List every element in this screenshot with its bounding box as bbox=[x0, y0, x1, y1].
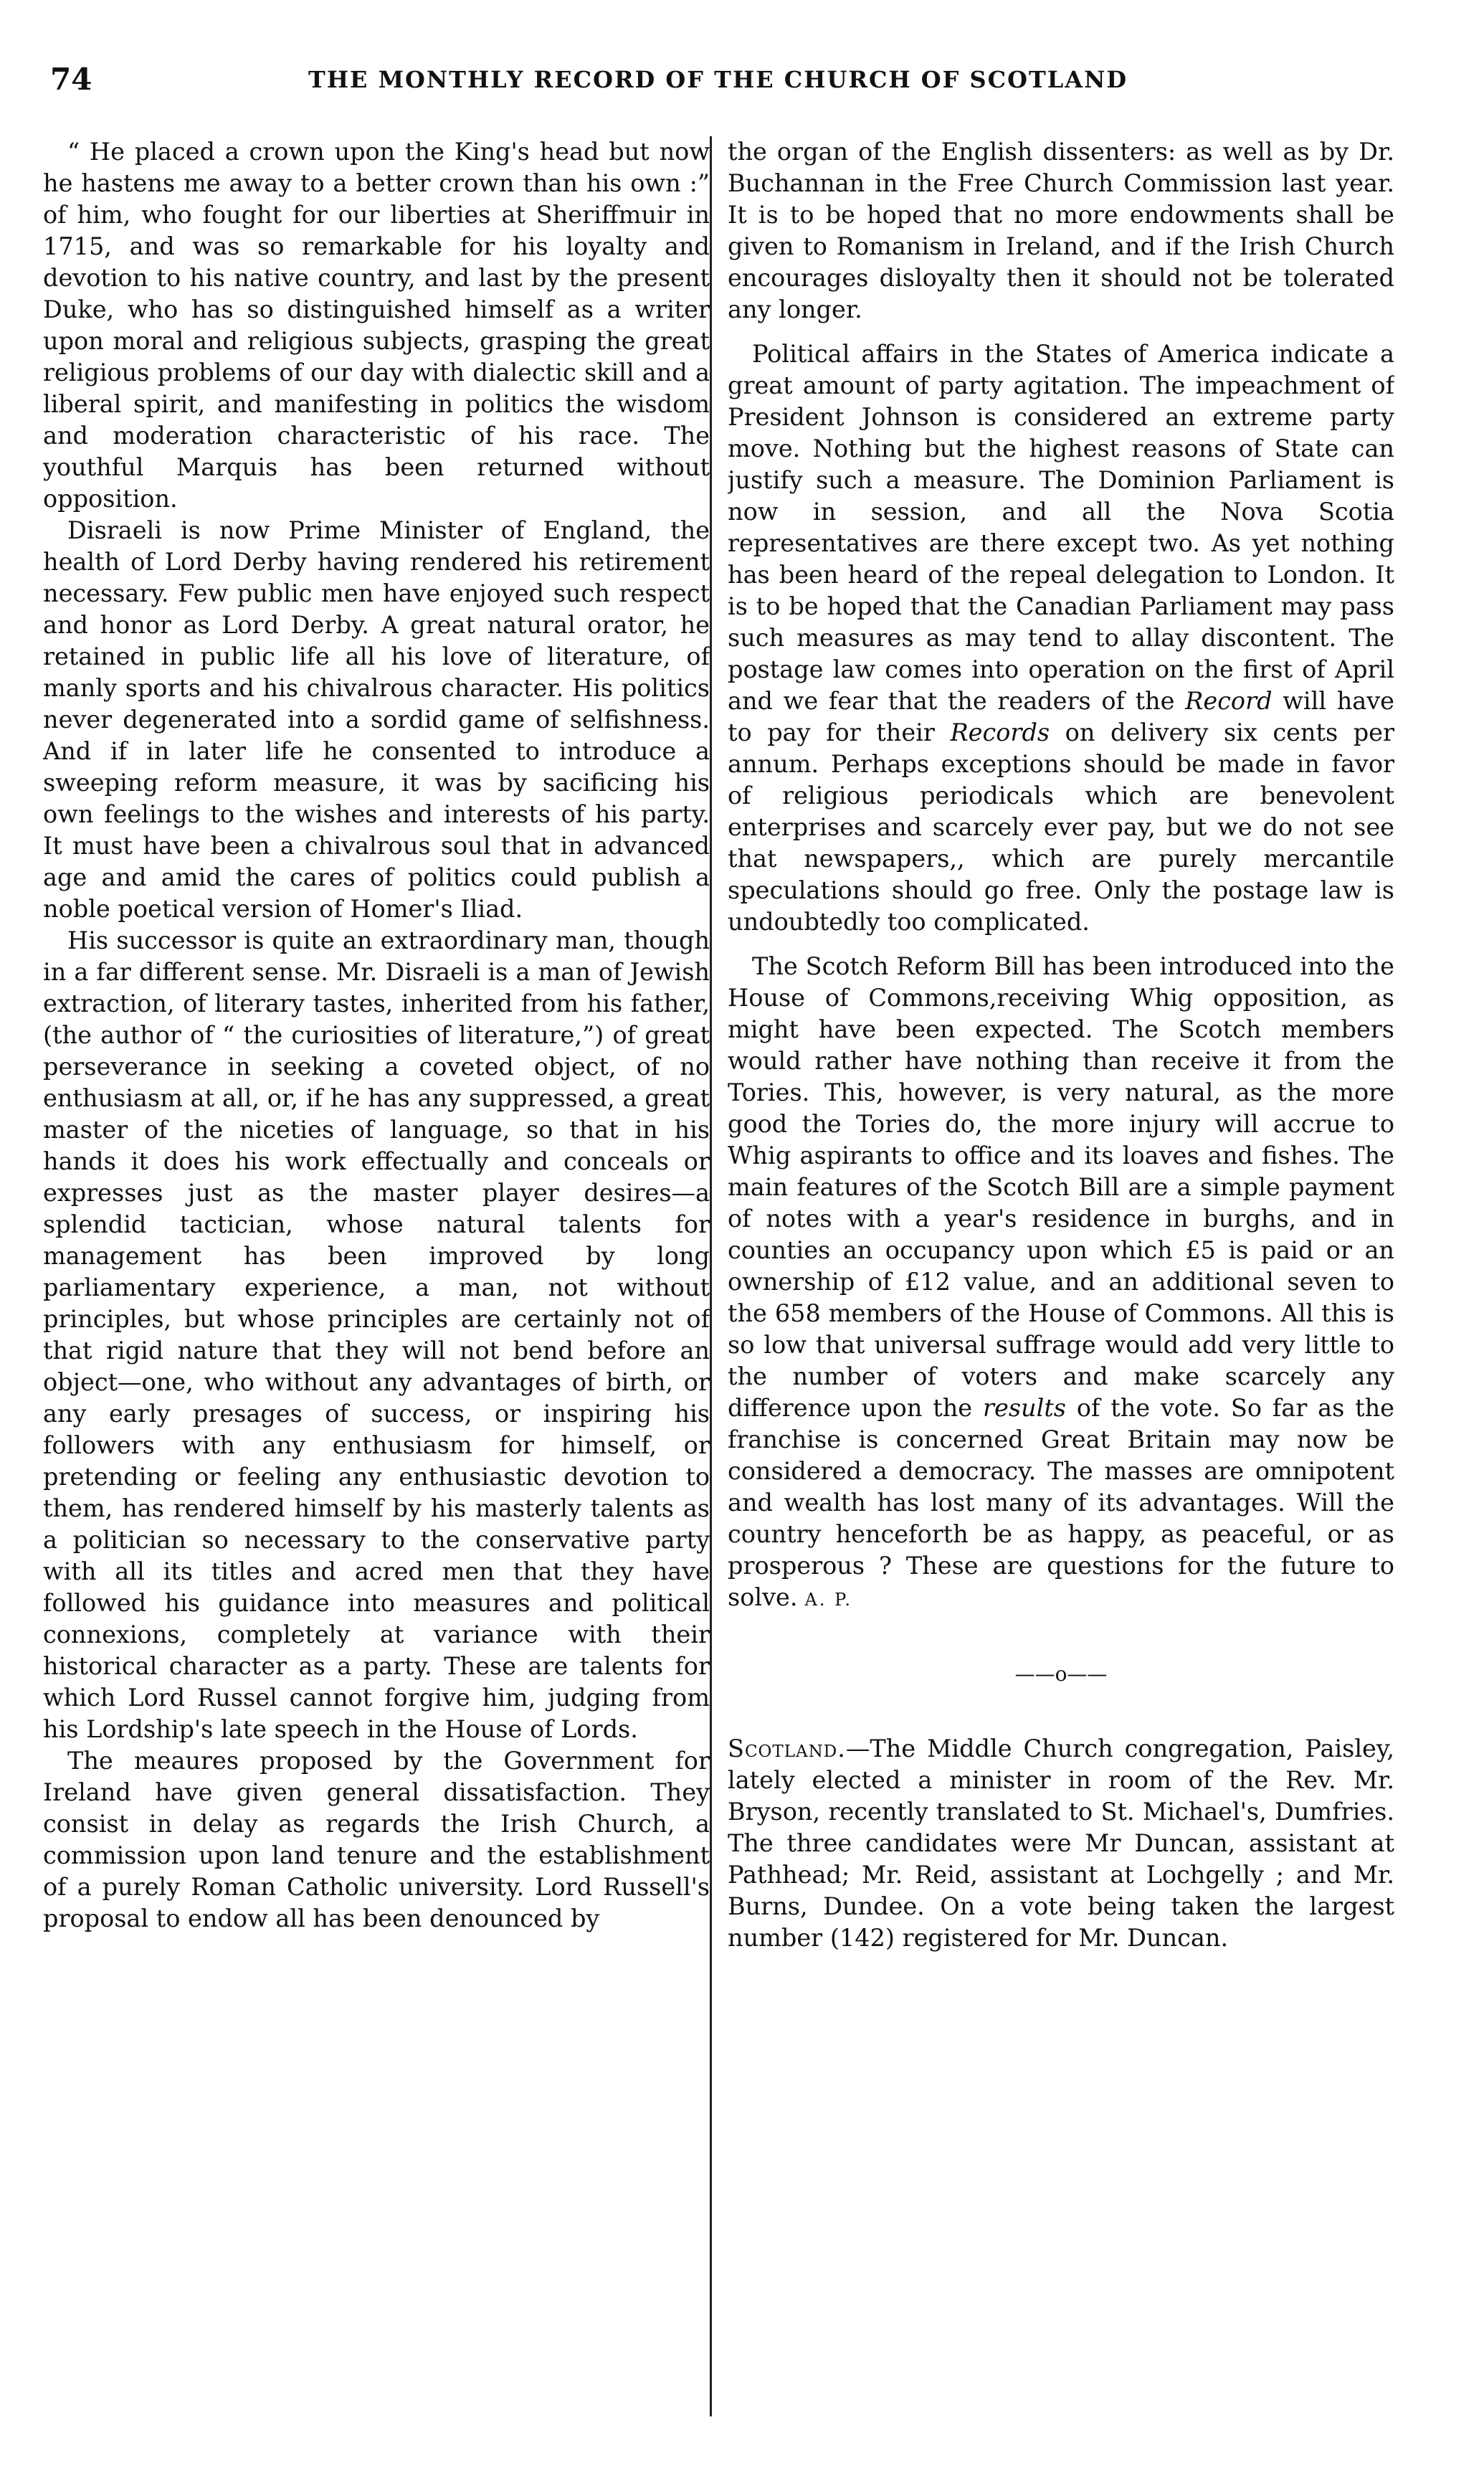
page-number: 74 bbox=[50, 62, 92, 97]
left-column bbox=[43, 136, 710, 2416]
paragraph-scotch-reform bbox=[728, 951, 1394, 1615]
results-italic: results bbox=[983, 1394, 1066, 1422]
paragraph-scotland bbox=[728, 1733, 1394, 1954]
reform-text-b: of the vote. So far as the franchise is concerned Great Britain may now be considered a democracy. The masses are omnipotent and wealth has lost many of its advantages. Will the country henceforth be as happy, as peaceful, or as prosperous ? These are questions for the future to solve. bbox=[728, 1394, 1394, 1611]
america-text-a: Political affairs in the States of America indicate a great amount of party agitation. The impeachment of President Johnson is considered an extreme party move. Nothing but the highest reasons of State can justify such a measure. The Dominion Parliament is now in session, and all the Nova Scotia representatives are there except two. As yet nothing has been heard of the repeal delegation to London. It is to be hoped that the Canadian Parliament may pass such measures as may tend to allay discontent. The postage law comes into operation on the first of April and we fear that the readers of the bbox=[728, 340, 1394, 715]
running-title: THE MONTHLY RECORD OF THE CHURCH OF SCOTLAND bbox=[308, 66, 1128, 93]
right-column bbox=[728, 136, 1394, 2416]
scotland-heading: Scotland. bbox=[728, 1735, 846, 1762]
section-divider: ——o—— bbox=[1014, 1662, 1108, 1686]
page-header bbox=[50, 59, 1434, 109]
paragraph-duke: “ He placed a crown upon the King's head but now he hastens me away to a better crown than his own :” of him, who fought for our liberties at Sheriffmuir in 1715, and was so remarkable for his loyalty and devotion to his native country, and last by the present Duke, who has so distinguished himself as a writer upon moral and religious subjects, grasping the great religious problems of our day with dialectic skill and a liberal spirit, and manifesting in politics the wisdom and moderation characteristic of his race. The youthful Marquis has been returned without opposition. bbox=[43, 138, 710, 513]
paragraph-disraeli-successor: His successor is quite an extraordinary man, though in a far different sense. Mr. Disraeli is a man of Jewish extraction, of literary tastes, inherited from his father, (the author of “ the curiosities of literature,”) of great perseverance in seeking a coveted object, of no enthusiasm at all, or, if he has any suppressed, a great master of the niceties of language, so that in his hands it does his work effectually and conceals or expresses just as the master player desires—a splendid tactician, whose natural talents for management has been improved by long parliamentary experience, a man, not without principles, but whose principles are certainly not of that rigid nature that they will not bend before an object—one, who without any advantages of birth, or any early presages of success, or inspiring his followers with any enthusiasm for himself, or pretending or feeling any enthusiastic devotion to them, has rendered himself by his masterly talents as a politician so necessary to the conservative party with all its titles and acred men that they have followed his guidance into measures and political connexions, completely at variance with their historical character as a party. These are talents for which Lord Russel cannot forgive him, judging from his Lordship's late speech in the House of Lords. bbox=[43, 926, 710, 1743]
column-divider bbox=[710, 136, 712, 2416]
reform-text-a: The Scotch Reform Bill has been introduced into the House of Commons,receiving Whig opposition, as might have been expected. The Scotch members would rather have nothing than receive it from the Tories. This, however, is very natural, as the more good the Tories do, the more injury will accrue to Whig aspirants to office and its loaves and fishes. The main features of the Scotch Bill are a simple payment of notes with a year's residence in burghs, and in counties an occupancy upon which £5 is paid or an ownership of £12 value, and an additional seven to the 658 members of the House of Commons. All this is so low that universal suffrage would add very little to the number of voters and make scarcely any difference upon the bbox=[728, 952, 1394, 1422]
scotland-body: —The Middle Church congregation, Paisley, lately elected a minister in room of the Rev. Mr. Bryson, recently translated to St. Michael's, Dumfries. The three candidates were Mr Duncan, assistant at Pathhead; Mr. Reid, assistant at Lochgelly ; and Mr. Burns, Dundee. On a vote being taken the largest number (142) registered for Mr. Duncan. bbox=[728, 1735, 1394, 1952]
records-italic: Records bbox=[950, 718, 1050, 746]
america-text-b: will have to pay for their bbox=[728, 687, 1394, 746]
paragraph-america bbox=[728, 338, 1394, 938]
author-signature: A. P. bbox=[804, 1590, 852, 1610]
paragraph-disraeli-prime-minister: Disraeli is now Prime Minister of England, the health of Lord Derby having rendered his retirement necessary. Few public men have enjoyed such respect and honor as Lord Derby. A great natural orator, he retained in public life all his love of literature, of manly sports and his chivalrous character. His politics never degenerated into a sordid game of selfishness. And if in later life he consented to introduce a sweeping reform measure, it was by sacificing his own feelings to the wishes and interests of his party. It must have been a chivalrous soul that in advanced age and amid the cares of politics could publish a noble poetical version of Homer's Iliad. bbox=[43, 516, 710, 923]
record-italic: Record bbox=[1185, 687, 1273, 715]
paragraph-ireland-measures: The meaures proposed by the Government for Ireland have given general dissatisfaction. They consist in delay as regards the Irish Church, a commission upon land tenure and the establishment of a purely Roman Catholic university. Lord Russell's proposal to endow all has been denounced by bbox=[43, 1747, 710, 1932]
america-text-c: on delivery six cents per annum. Perhaps exceptions should be made in favor of religious periodicals which are benevolent enterprises and scarcely ever pay, but we do not see that newspapers,, which are purely mercantile speculations should go free. Only the postage law is undoubtedly too complicated. bbox=[728, 718, 1394, 936]
paragraph-dissenters: the organ of the English dissenters: as well as by Dr. Buchannan in the Free Church Commission last year. It is to be hoped that no more endowments shall be given to Romanism in Ireland, and if the Irish Church encourages disloyalty then it should not be tolerated any longer. bbox=[728, 138, 1394, 323]
